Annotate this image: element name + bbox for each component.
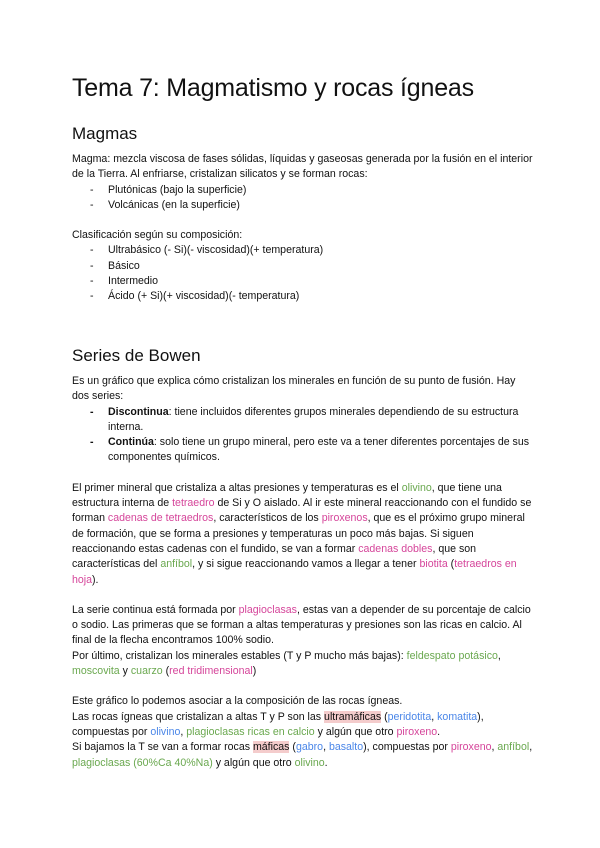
list-item: - Intermedio (90, 275, 159, 288)
paragraph-discontinuous-series: El primer mineral que cristaliza a altas presiones y temperaturas es el olivino, que tiene una estructura interna de tetraedro de Si y O aislado. Al ir este mineral reaccionando con el fundido se forman cadenas de tetraedros, característicos de los piroxenos, que es el próximo grupo mineral de formación, que se forma a presiones y temperaturas un poco más bajas. Si siguen reaccionando estas cadenas con el fundido, se van a formar cadenas dobles, que son características del anfíbol, y si sigue reaccionando vamos a llegar a tener biotita (tetraedros en hoja). (72, 481, 532, 586)
magmas-body (72, 152, 534, 305)
paragraph-igneous-rocks: Este gráfico lo podemos asociar a la composición de las rocas ígneas. (72, 695, 403, 708)
paragraph-stable-minerals: Por último, cristalizan los minerales estables (T y P mucho más bajas): feldespato potásico, moscovita y cuarzo (red tridimensional) (72, 649, 501, 678)
section-heading-magmas: Magmas (72, 124, 138, 143)
paragraph-continuous-series: La serie continua está formada por plagioclasas, estas van a depender de su porcentaje de calcio o sodio. Las primeras que se forman a altas temperaturas y presiones son las ricas en calcio. Al final de la flecha encontramos 100% sodio. (72, 603, 531, 647)
paragraph-mafic: Si bajamos la T se van a formar rocas máficas (gabro, basalto), compuestas por piroxeno, anfíbol, plagioclasas (60%Ca 40%Na) y algún que otro olivino. (72, 741, 533, 769)
bowen-body (72, 374, 534, 771)
list-item: - Ultrabásico (- Si)(- viscosidad)(+ temperatura) (90, 244, 324, 257)
paragraph-ultramafic: Las rocas ígneas que cristalizan a altas T y P son las ultramáficas (peridotita, komatita), compuestas por olivino, plagioclasas ricas en calcio y algún que otro piroxeno. (72, 710, 484, 738)
section-heading-bowen: Series de Bowen (72, 346, 201, 365)
list-item: - Plutónicas (bajo la superficie) (90, 183, 247, 196)
list-item: - Discontinua: tiene incluidos diferentes grupos minerales dependiendo de su estructura interna. (90, 405, 519, 433)
bowen-intro: Es un gráfico que explica cómo cristalizan los minerales en función de su punto de fusión. Hay dos series: (72, 375, 516, 403)
list-item: - Continúa: solo tiene un grupo mineral, pero este va a tener diferentes porcentajes de sus componentes químicos. (90, 436, 530, 464)
list-item: - Volcánicas (en la superficie) (90, 198, 240, 211)
classification-title: Clasificación según su composición: (72, 229, 243, 242)
list-item: - Básico (90, 259, 140, 272)
magma-definition: Magma: mezcla viscosa de fases sólidas, líquidas y gaseosas generada por la fusión en el interior de la Tierra. Al enfriarse, cristalizan silicatos y se forman rocas: (72, 153, 533, 181)
page-title: Tema 7: Magmatismo y rocas ígneas (72, 74, 474, 102)
list-item: - Ácido (+ Si)(+ viscosidad)(- temperatura) (90, 290, 300, 303)
